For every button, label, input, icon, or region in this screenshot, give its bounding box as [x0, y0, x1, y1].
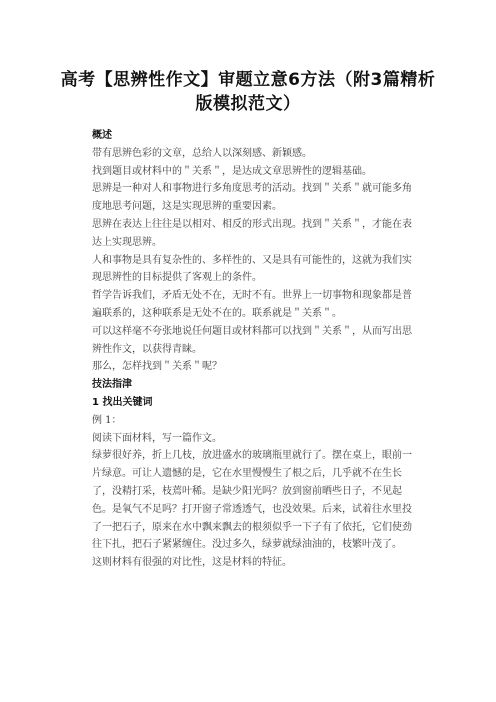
paragraph: 阅读下面材料，写一篇作文。: [92, 432, 222, 444]
paragraph: 可以这样毫不夸张地说任何题目或材料都可以找到＂关系＂，从而写出思辨性作文，以获得青睐。: [92, 325, 412, 355]
paragraph: 绿萝很好养，折上几枝，放进盛水的玻璃瓶里就行了。摆在桌上，眼前一片绿意。可让人遗憾的是，它在水里慢慢生了根之后，几乎就不在生长了，没精打采，枝蔫叶稀。是缺少阳光吗？放到窗前晒些日子，不见起色。是氧气不足吗？打开窗子常透透气，也没效果。后来，试着往水里投了一把石子，原来在水中飘来飘去的根须似乎一下子有了依托，它们使劲往下扎，把石子紧紧缠住。没过多久，绿萝就绿油油的，枝繁叶茂了。: [92, 450, 412, 551]
paragraph: 思辨是一种对人和事物进行多角度思考的活动。找到＂关系＂就可能多角度地思考问题，这是实现思辨的重要因素。: [92, 183, 412, 213]
section-heading-overview: 概述: [92, 130, 112, 141]
paragraph: 带有思辨色彩的文章，总给人以深刻感、新颖感。: [92, 147, 312, 159]
section-heading-method: 技法指津: [92, 379, 132, 391]
document-body: [92, 127, 412, 572]
paragraph: 思辨在表达上往往是以相对、相反的形式出现。找到＂关系＂，才能在表达上实现思辨。: [92, 218, 412, 248]
sub-heading-keywords: 1 找出关键词: [92, 396, 153, 408]
paragraph: 那么，怎样找到＂关系＂呢？: [92, 361, 222, 373]
paragraph: 找到题目或材料中的＂关系＂，是达成文章思辨性的逻辑基础。: [92, 165, 372, 177]
document-title: 高考【思辨性作文】审题立意6方法（附3篇精析版模拟范文）: [60, 70, 436, 114]
paragraph: 这则材料有很强的对比性，这是材料的特征。: [92, 557, 292, 569]
example-label: 例 1：: [92, 414, 122, 426]
paragraph: 哲学告诉我们，矛盾无处不在，无时不有。世界上一切事物和现象都是普遍联系的，这种联系是无处不在的。联系就是＂关系＂。: [92, 290, 412, 319]
paragraph: 人和事物是具有复杂性的、多样性的、又是具有可能性的，这就为我们实现思辨性的目标提供了客观上的条件。: [92, 254, 412, 284]
